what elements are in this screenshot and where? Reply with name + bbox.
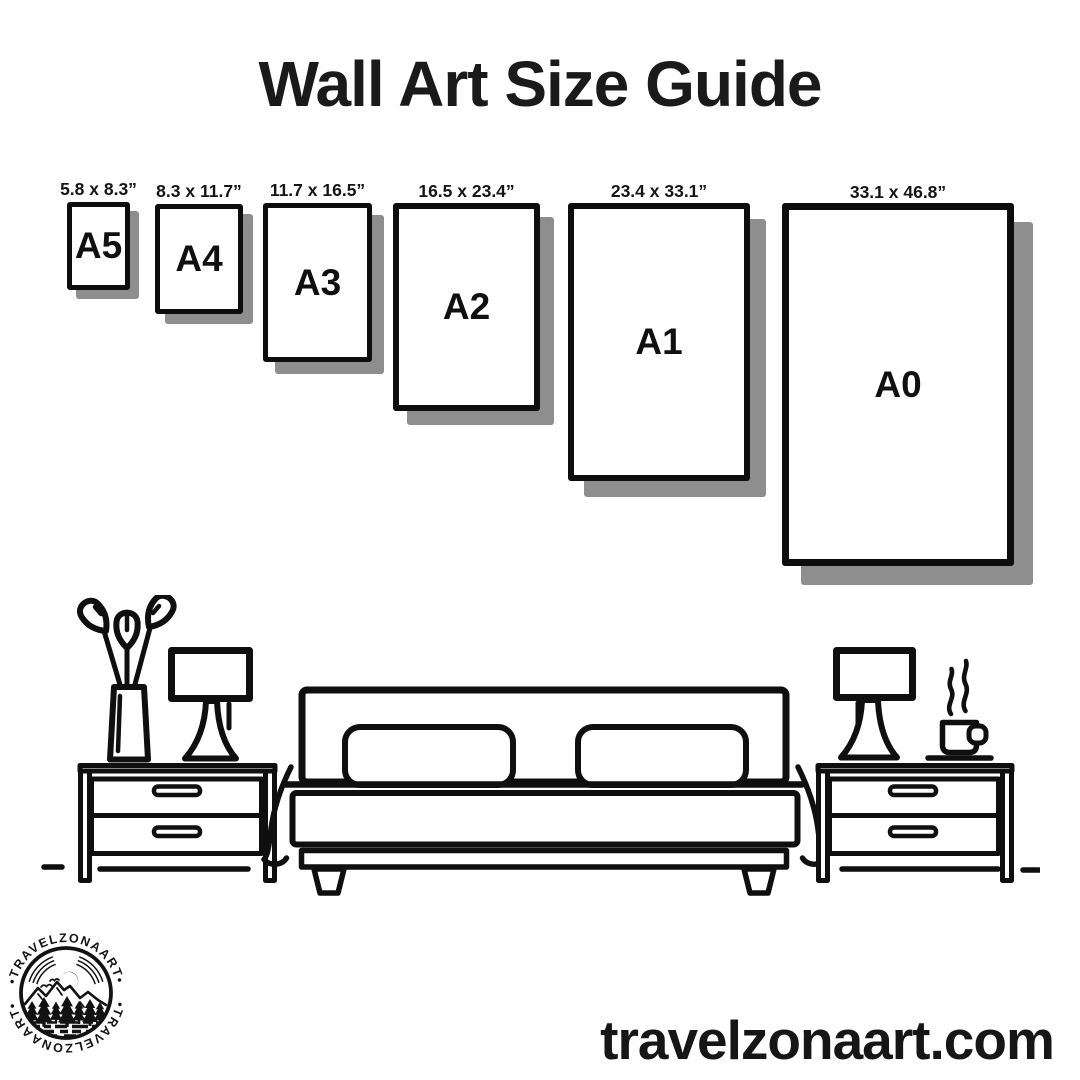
size-code-label: A3	[293, 261, 342, 303]
lamp-shade	[837, 651, 913, 698]
bed-base	[302, 851, 787, 868]
table-lamp-left	[172, 651, 250, 759]
table-lamp-right	[837, 651, 913, 758]
size-card-a1	[568, 181, 750, 481]
size-dimensions-label: 5.8 x 8.3”	[60, 179, 137, 199]
size-code-label: A1	[635, 321, 683, 362]
cup-handle	[969, 726, 986, 743]
badge-text-top: •TRAVELZONAART•	[4, 930, 128, 986]
nightstand-left	[80, 766, 275, 881]
size-card-a5	[60, 179, 137, 290]
size-card-a4	[155, 181, 243, 314]
mattress	[293, 793, 798, 845]
website-url: travelzonaart.com	[600, 1009, 1054, 1071]
size-dimensions-label: 8.3 x 11.7”	[156, 181, 242, 201]
size-dimensions-label: 11.7 x 16.5”	[269, 180, 366, 200]
pillow	[345, 727, 513, 785]
leaf	[76, 597, 115, 638]
bedroom-illustration	[40, 595, 1040, 900]
leaf	[140, 595, 177, 633]
bed-leg	[744, 869, 774, 893]
lamp-shade	[172, 651, 250, 699]
size-dimensions-label: 23.4 x 33.1”	[610, 181, 708, 201]
page-title: Wall Art Size Guide	[258, 48, 822, 120]
plant-vase	[76, 595, 178, 760]
size-code-label: A5	[74, 225, 123, 266]
double-bed	[264, 690, 825, 893]
size-card-a2	[393, 181, 540, 411]
brand-logo	[2, 929, 130, 1057]
size-code-label: A4	[175, 238, 223, 279]
coffee-cup	[928, 661, 991, 758]
size-code-label: A2	[442, 286, 491, 327]
size-dimensions-label: 33.1 x 46.8”	[849, 182, 947, 202]
pillow	[578, 727, 746, 785]
badge-text-bottom: •TRAVELZONAART•	[4, 1000, 128, 1056]
nightstand-right	[818, 766, 1012, 881]
sun-rays-icon	[29, 957, 103, 984]
size-card-a3	[263, 180, 372, 362]
size-dimensions-label: 16.5 x 23.4”	[418, 181, 515, 201]
size-card-a0	[782, 182, 1014, 566]
size-code-label: A0	[874, 363, 922, 405]
bed-leg	[314, 869, 344, 893]
steam	[964, 661, 967, 711]
steam	[949, 669, 952, 714]
